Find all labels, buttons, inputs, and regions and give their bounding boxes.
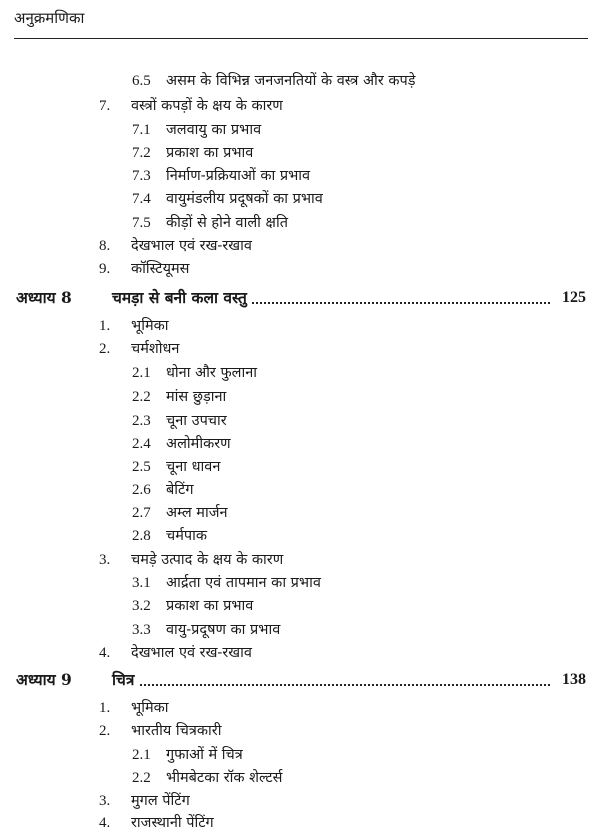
entry-title: कॉस्टियूमस [131,261,190,277]
entry-number: 6.5 [132,73,151,89]
entry-title: चर्मशोधन [131,341,180,357]
entry-number: 2.7 [132,505,151,521]
entry-number: 2. [99,723,111,739]
entry-title: निर्माण-प्रक्रियाओं का प्रभाव [166,168,311,184]
entry-title: अम्ल मार्जन [166,505,228,521]
entry-title: मांस छुड़ाना [166,389,227,405]
entry-title: वस्त्रों कपड़ों के क्षय के कारण [131,98,283,114]
chapter-title: चमड़ा से बनी कला वस्तु [112,286,251,310]
entry-number: 4. [99,815,111,831]
entry-number: 2.1 [132,365,151,381]
chapter-page-number: 138 [562,671,586,688]
chapter-page-number: 125 [562,289,586,306]
entry-number: 2.6 [132,482,151,498]
entry-title: असम के विभिन्न जनजनतियों के वस्त्र और कपड़े [166,73,416,89]
entry-title: राजस्थानी पेंटिंग [131,815,214,831]
entry-number: 7.1 [132,122,151,138]
entry-number: 3. [99,552,111,568]
header-divider [14,38,588,39]
entry-number: 2.5 [132,459,151,475]
toc-chapter-entry[interactable] [16,286,586,310]
entry-title: भारतीय चित्रकारी [131,723,222,739]
entry-number: 2.1 [132,747,151,763]
dot-leader [112,684,550,686]
entry-title: मुगल पेंटिंग [131,793,190,809]
entry-number: 2.3 [132,413,151,429]
entry-title: बेटिंग [166,482,194,498]
entry-title: कीड़ों से होने वाली क्षति [166,215,288,231]
entry-title: वायुमंडलीय प्रदूषकों का प्रभाव [166,191,323,207]
toc-chapter-entry[interactable] [16,668,586,692]
entry-title: प्रकाश का प्रभाव [166,598,254,614]
entry-number: 3.3 [132,622,151,638]
entry-title: चर्मपाक [166,528,208,544]
entry-number: 4. [99,645,111,661]
entry-title: आर्द्रता एवं तापमान का प्रभाव [166,575,321,591]
entry-title: चूना उपचार [166,413,227,429]
entry-number: 3. [99,793,111,809]
entry-title: जलवायु का प्रभाव [166,122,262,138]
entry-number: 3.2 [132,598,151,614]
entry-number: 7.5 [132,215,151,231]
entry-number: 7.2 [132,145,151,161]
entry-number: 9. [99,261,111,277]
entry-title: अलोमीकरण [166,436,231,452]
entry-title: प्रकाश का प्रभाव [166,145,254,161]
chapter-label: अध्याय 9 [16,670,72,689]
entry-title: वायु-प्रदूषण का प्रभाव [166,622,281,638]
page-header-title: अनुक्रमणिका [14,9,85,27]
entry-number: 8. [99,238,111,254]
entry-title: भीमबेटका रॉक शेल्टर्स [166,770,283,786]
entry-number: 1. [99,318,111,334]
entry-title: चूना धावन [166,459,221,475]
entry-title: देखभाल एवं रख-रखाव [131,645,252,661]
entry-number: 2.2 [132,770,151,786]
entry-number: 7.3 [132,168,151,184]
entry-number: 3.1 [132,575,151,591]
entry-title: गुफाओं में चित्र [166,747,243,763]
chapter-title: चित्र [112,668,138,692]
entry-number: 7.4 [132,191,151,207]
entry-number: 2.4 [132,436,151,452]
entry-number: 2.2 [132,389,151,405]
entry-title: धोना और फुलाना [166,365,258,381]
chapter-label: अध्याय 8 [16,288,72,307]
entry-number: 7. [99,98,111,114]
entry-number: 1. [99,700,111,716]
entry-number: 2. [99,341,111,357]
entry-title: भूमिका [131,700,169,716]
entry-title: भूमिका [131,318,169,334]
entry-title: देखभाल एवं रख-रखाव [131,238,252,254]
entry-title: चमड़े उत्पाद के क्षय के कारण [131,552,284,568]
entry-number: 2.8 [132,528,151,544]
